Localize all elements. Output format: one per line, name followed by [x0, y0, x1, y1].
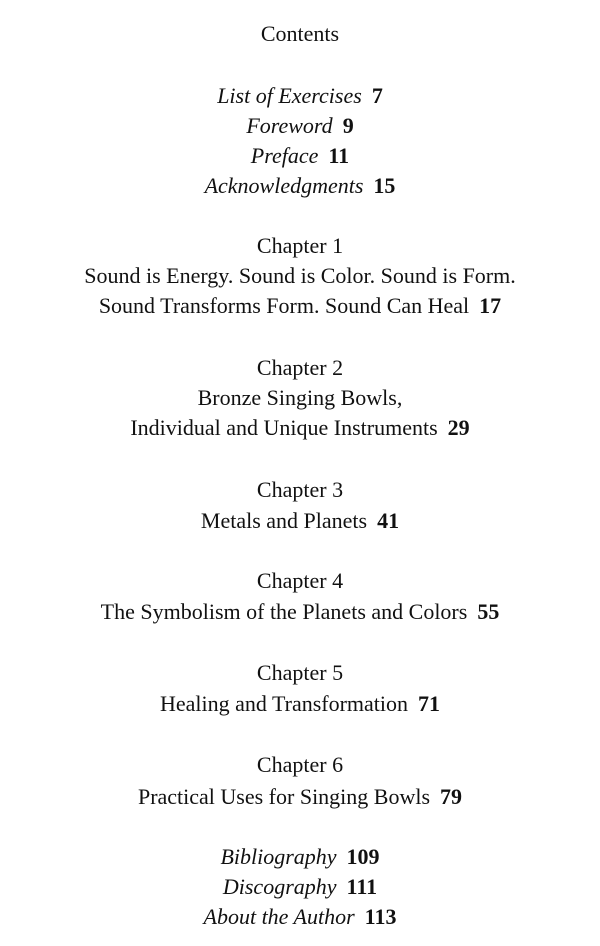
toc-entry-preface[interactable]: [0, 142, 600, 170]
toc-entry-acknowledgments[interactable]: [0, 172, 600, 200]
toc-entry-page: 17: [479, 293, 502, 318]
toc-entry-label: Preface: [250, 143, 319, 168]
toc-entry-page: 15: [373, 173, 396, 198]
chapter-heading: Chapter 3: [256, 477, 344, 502]
toc-entry-label: List of Exercises: [217, 83, 362, 108]
toc-entry-page: 7: [371, 83, 383, 108]
toc-entry-page: 113: [364, 904, 397, 929]
toc-entry-page: 9: [342, 113, 354, 138]
toc-entry-discography[interactable]: [0, 873, 600, 901]
chapter-title-line[interactable]: [0, 414, 600, 442]
chapter-title-line[interactable]: Bronze Singing Bowls,: [197, 385, 403, 410]
toc-entry-label: Bibliography: [220, 844, 337, 869]
chapter-title-text: Practical Uses for Singing Bowls: [137, 784, 431, 809]
chapter-title-text: Healing and Transformation: [159, 691, 409, 716]
chapter-title-text: Individual and Unique Instruments: [130, 415, 438, 440]
toc-entry-page: 41: [377, 508, 400, 533]
chapter-title-line[interactable]: [0, 507, 600, 535]
toc-entry-foreword[interactable]: [0, 112, 600, 140]
chapter-title-text: The Symbolism of the Planets and Colors: [100, 599, 468, 624]
chapter-heading: Chapter 1: [256, 233, 344, 258]
chapter-title-line[interactable]: [0, 690, 600, 718]
chapter-heading: Chapter 6: [256, 752, 344, 777]
toc-entry-bibliography[interactable]: [0, 843, 600, 871]
toc-entry-page: 29: [447, 415, 470, 440]
toc-entry-label: Foreword: [246, 113, 333, 138]
toc-entry-page: 55: [477, 599, 500, 624]
toc-entry-about-the-author[interactable]: [0, 903, 600, 931]
chapter-title-line[interactable]: [0, 292, 600, 320]
toc-entry-page: 109: [346, 844, 380, 869]
page-title: Contents: [260, 21, 340, 46]
chapter-heading: Chapter 2: [256, 355, 344, 380]
chapter-title-line[interactable]: [0, 598, 600, 626]
toc-entry-label: Discography: [222, 874, 337, 899]
chapter-title-line[interactable]: [0, 783, 600, 811]
chapter-title-line[interactable]: Sound is Energy. Sound is Color. Sound is Form.: [84, 263, 516, 288]
toc-entry-page: 11: [328, 143, 350, 168]
chapter-heading: Chapter 4: [256, 568, 344, 593]
toc-entry-list-of-exercises[interactable]: [0, 82, 600, 110]
toc-entry-page: 79: [440, 784, 463, 809]
toc-entry-label: About the Author: [203, 904, 355, 929]
chapter-heading: Chapter 5: [256, 660, 344, 685]
toc-entry-page: 111: [346, 874, 378, 899]
chapter-title-text: Sound Transforms Form. Sound Can Heal: [98, 293, 470, 318]
toc-entry-label: Acknowledgments: [204, 173, 364, 198]
toc-entry-page: 71: [418, 691, 441, 716]
chapter-title-text: Metals and Planets: [200, 508, 368, 533]
